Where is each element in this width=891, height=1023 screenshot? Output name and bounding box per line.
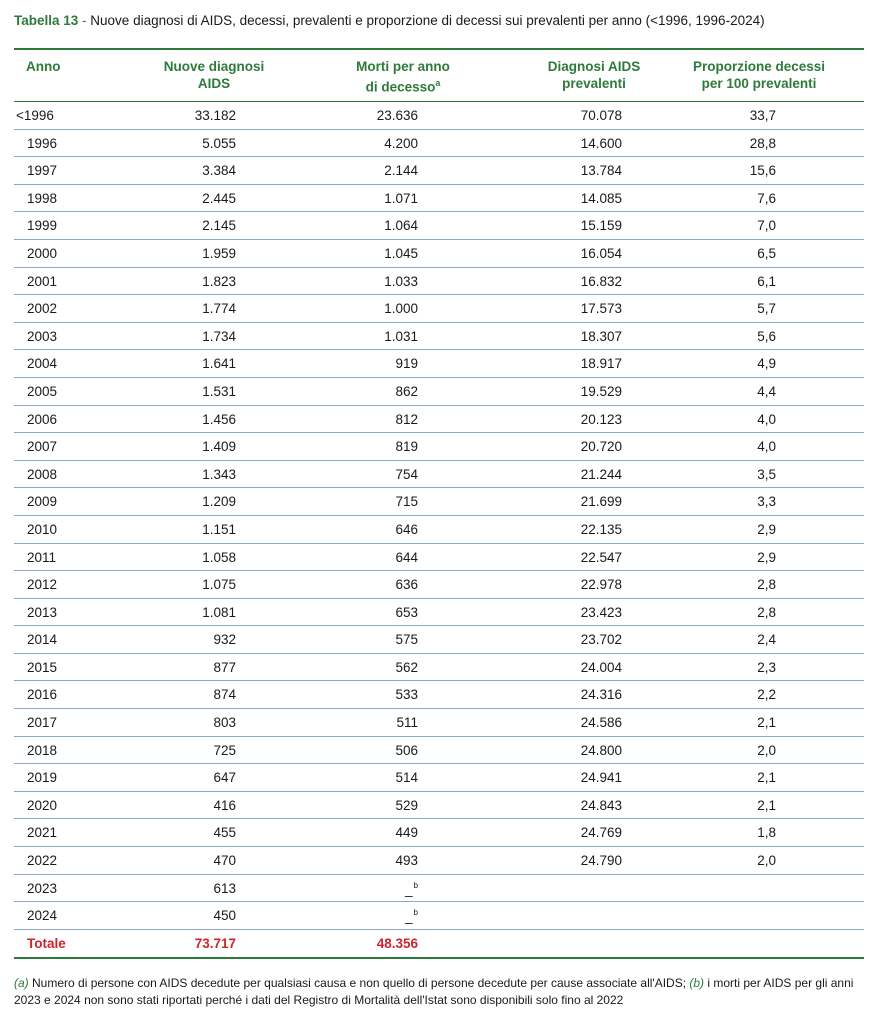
cell-deaths: 4.200 [384,135,418,151]
cell-prevalent: 16.832 [580,273,622,289]
table-row [14,599,864,627]
cell-deaths: 23.636 [376,108,418,123]
footnote-b-text: i morti per AIDS per gli anni 2023 e 2024 non sono stati riportati perché i dati del Registro di Mortalità dell'Istat sono disponibili solo fino al 2022 [14,976,854,1007]
cell-proportion: 28,8 [749,135,776,151]
table-row [14,544,864,572]
cell-year: 2018 [27,742,58,758]
cell-new-diagnoses: 1.531 [202,383,236,399]
cell-new-diagnoses: 1.075 [202,577,236,593]
table-row [14,185,864,213]
cell-year: 2015 [27,659,58,675]
cell-year: 2019 [27,770,58,786]
table-header [14,58,864,102]
cell-new-diagnoses: 1.409 [202,439,236,455]
cell-deaths: 562 [395,659,418,675]
cell-deaths: 449 [395,825,418,841]
cell-deaths [405,904,418,925]
cell-proportion: 2,3 [757,659,776,675]
cell-prevalent: 22.135 [580,521,622,537]
table-body [14,102,864,957]
cell-year: 1998 [27,190,58,206]
cell-proportion: 33,7 [749,108,776,123]
cell-prevalent: 24.790 [580,853,622,869]
header-year: Anno [26,59,61,74]
table-row [14,709,864,737]
cell-deaths: 646 [395,521,418,537]
footnote-b-marker: b [413,908,418,918]
cell-deaths: 1.071 [384,190,418,206]
cell-deaths: 819 [395,439,418,455]
cell-deaths: 529 [395,797,418,813]
cell-new-diagnoses: 3.384 [202,163,236,179]
header-proportion: Proporzione decessi per 100 prevalenti [692,59,826,91]
cell-new-diagnoses: 874 [213,687,236,703]
footnote-a-text: Numero di persone con AIDS decedute per qualsiasi causa e non quello di persone decedute per cause associate all'AIDS; [28,976,690,990]
cell-new-diagnoses: 1.343 [202,466,236,482]
cell-year: 2021 [27,825,58,841]
total-row [14,930,864,958]
cell-proportion: 15,6 [749,163,776,179]
cell-deaths: 644 [395,549,418,565]
table-row [14,764,864,792]
cell-prevalent: 21.244 [580,466,622,482]
table-row [14,350,864,378]
cell-prevalent: 15.159 [580,218,622,234]
cell-new-diagnoses: 1.456 [202,411,236,427]
cell-year: 2003 [27,328,58,344]
cell-year: 1997 [27,163,58,179]
top-rule [14,48,864,50]
cell-deaths: 506 [395,742,418,758]
cell-deaths: 1.064 [384,218,418,234]
cell-deaths: 636 [395,577,418,593]
cell-deaths: 493 [395,853,418,869]
cell-year: 2005 [27,383,58,399]
cell-deaths: 533 [395,687,418,703]
table-row [14,157,864,185]
cell-year: 2024 [27,908,58,924]
cell-prevalent: 24.941 [580,770,622,786]
cell-proportion: 2,1 [757,770,776,786]
table-row [14,323,864,351]
cell-proportion: 5,6 [757,328,776,344]
footnote-a-marker: a [435,78,441,88]
cell-proportion: 7,0 [757,218,776,234]
cell-deaths: 919 [395,356,418,372]
cell-year: 2008 [27,466,58,482]
footnote [14,975,880,1009]
table-number: Tabella 13 [14,13,79,28]
cell-proportion: 2,8 [757,577,776,593]
cell-prevalent: 24.316 [580,687,622,703]
cell-year: 2007 [27,439,58,455]
header-new-diagnoses: Nuove diagnosi AIDS [163,59,265,91]
cell-deaths: 2.144 [384,163,418,179]
cell-new-diagnoses: 1.081 [202,604,236,620]
cell-proportion: 2,1 [757,797,776,813]
table-row [14,433,864,461]
cell-deaths: 575 [395,632,418,648]
cell-year: 2023 [27,880,58,896]
cell-new-diagnoses: 1.058 [202,549,236,565]
cell-deaths: 1.045 [384,245,418,261]
cell-year: 2009 [27,494,58,510]
cell-proportion: 2,9 [757,521,776,537]
table-row [14,626,864,654]
cell-proportion: 4,0 [757,439,776,455]
cell-year: 1996 [27,135,58,151]
cell-prevalent: 20.720 [580,439,622,455]
cell-year: 2016 [27,687,58,703]
cell-new-diagnoses: 647 [213,770,236,786]
cell-prevalent: 24.769 [580,825,622,841]
cell-year: 2000 [27,245,58,261]
cell-deaths: 514 [395,770,418,786]
cell-deaths [405,877,418,898]
cell-prevalent: 20.123 [580,411,622,427]
bottom-rule [14,957,864,959]
missing-value: _ [405,909,413,925]
table-row [14,792,864,820]
table-row [14,268,864,296]
footnote-b-key: (b) [689,976,705,990]
cell-prevalent: 23.423 [580,604,622,620]
total-new-diagnoses: 73.717 [194,935,236,951]
cell-new-diagnoses: 5.055 [202,135,236,151]
cell-year: 2022 [27,853,58,869]
cell-new-diagnoses: 725 [213,742,236,758]
header-prevalent: Diagnosi AIDS prevalenti [547,59,641,91]
cell-proportion: 1,8 [757,825,776,841]
cell-proportion: 3,3 [757,494,776,510]
cell-prevalent: 24.843 [580,797,622,813]
table-row [14,875,864,903]
cell-new-diagnoses: 1.209 [202,494,236,510]
cell-year: 2012 [27,577,58,593]
cell-prevalent: 24.004 [580,659,622,675]
table-row [14,737,864,765]
cell-new-diagnoses: 1.641 [202,356,236,372]
cell-year: 2002 [27,301,58,317]
header-deaths: Morti per anno di decesso$^a$ [356,59,450,95]
cell-year: 2010 [27,521,58,537]
table-row [14,654,864,682]
cell-year: 2020 [27,797,58,813]
cell-year: 2013 [27,604,58,620]
cell-new-diagnoses: 1.959 [202,245,236,261]
cell-deaths: 1.033 [384,273,418,289]
cell-prevalent: 23.702 [580,632,622,648]
cell-proportion: 5,7 [757,301,776,317]
cell-prevalent: 19.529 [580,383,622,399]
cell-proportion: 2,2 [757,687,776,703]
table-row [14,378,864,406]
cell-prevalent: 70.078 [580,108,622,123]
cell-proportion: 6,5 [757,245,776,261]
cell-proportion: 7,6 [757,190,776,206]
cell-proportion: 2,4 [757,632,776,648]
table-row [14,102,864,130]
table-row [14,819,864,847]
cell-deaths: 715 [395,494,418,510]
cell-deaths: 812 [395,411,418,427]
table-row [14,295,864,323]
cell-prevalent: 18.917 [580,356,622,372]
cell-deaths: 1.031 [384,328,418,344]
cell-proportion: 2,0 [757,742,776,758]
cell-new-diagnoses: 1.151 [202,521,236,537]
cell-new-diagnoses: 2.145 [202,218,236,234]
table-caption: Nuove diagnosi di AIDS, decessi, prevalenti e proporzione di decessi sui prevalenti per anno (<1996, 1996-2024) [90,13,765,28]
table-row [14,130,864,158]
cell-proportion: 2,8 [757,604,776,620]
cell-year: 2017 [27,715,58,731]
cell-year: <1996 [16,108,54,123]
table-row [14,406,864,434]
cell-prevalent: 13.784 [580,163,622,179]
cell-new-diagnoses: 803 [213,715,236,731]
total-label: Totale [27,935,66,951]
cell-deaths: 754 [395,466,418,482]
cell-year: 2011 [27,549,57,565]
cell-proportion: 4,9 [757,356,776,372]
cell-prevalent: 17.573 [580,301,622,317]
cell-new-diagnoses: 470 [213,853,236,869]
cell-new-diagnoses: 613 [213,880,236,896]
cell-year: 2001 [27,273,58,289]
table-row [14,902,864,930]
cell-proportion: 2,9 [757,549,776,565]
cell-proportion: 6,1 [757,273,776,289]
cell-new-diagnoses: 450 [213,908,236,924]
cell-new-diagnoses: 2.445 [202,190,236,206]
cell-prevalent: 22.547 [580,549,622,565]
cell-proportion: 4,0 [757,411,776,427]
table-row [14,488,864,516]
footnote-a-key: (a) [14,976,29,990]
cell-new-diagnoses: 877 [213,659,236,675]
table-row [14,461,864,489]
cell-proportion: 2,0 [757,853,776,869]
cell-deaths: 862 [395,383,418,399]
table-row [14,847,864,875]
cell-proportion: 3,5 [757,466,776,482]
cell-deaths: 1.000 [384,301,418,317]
cell-proportion: 2,1 [757,715,776,731]
cell-year: 1999 [27,218,58,234]
cell-deaths: 653 [395,604,418,620]
cell-year: 2004 [27,356,58,372]
table-row [14,212,864,240]
cell-prevalent: 22.978 [580,577,622,593]
table-row [14,571,864,599]
title-separator: - [78,13,91,28]
table-title [14,12,880,30]
cell-new-diagnoses: 416 [213,797,236,813]
cell-deaths: 511 [396,715,418,731]
cell-proportion: 4,4 [757,383,776,399]
cell-prevalent: 24.800 [580,742,622,758]
table-row [14,516,864,544]
cell-new-diagnoses: 33.182 [194,108,236,123]
cell-prevalent: 16.054 [580,245,622,261]
cell-new-diagnoses: 1.774 [202,301,236,317]
table-row [14,240,864,268]
cell-new-diagnoses: 1.823 [202,273,236,289]
cell-prevalent: 24.586 [580,715,622,731]
cell-prevalent: 18.307 [580,328,622,344]
cell-prevalent: 21.699 [580,494,622,510]
cell-year: 2006 [27,411,58,427]
table-row [14,681,864,709]
cell-new-diagnoses: 932 [213,632,236,648]
cell-prevalent: 14.085 [580,190,622,206]
missing-value: _ [405,881,413,897]
footnote-b-marker: b [413,880,418,890]
cell-prevalent: 14.600 [580,135,622,151]
cell-new-diagnoses: 455 [213,825,236,841]
cell-year: 2014 [27,632,58,648]
total-deaths: 48.356 [376,935,418,951]
cell-new-diagnoses: 1.734 [202,328,236,344]
